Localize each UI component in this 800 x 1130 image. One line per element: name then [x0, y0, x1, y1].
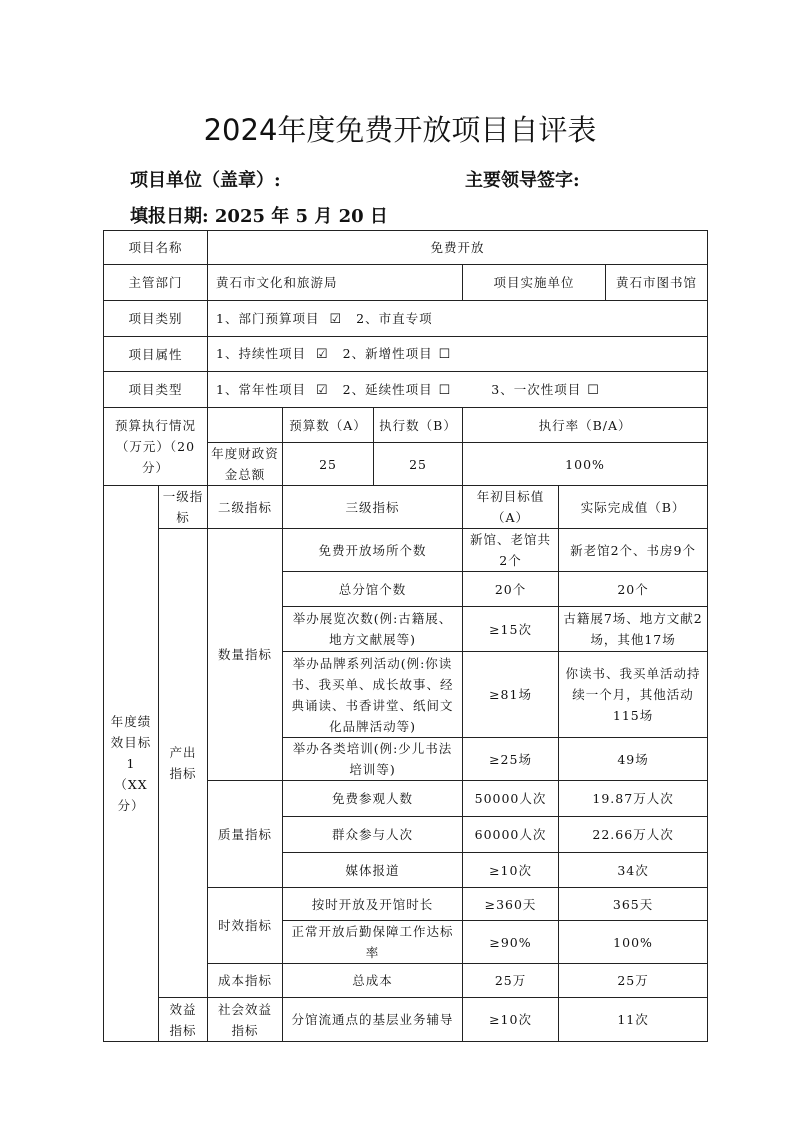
row-label: 年度财政资金总额: [208, 443, 283, 486]
impl-value: 黄石市图书馆: [606, 265, 708, 301]
col-header: 三级指标: [283, 486, 463, 529]
cell-label: 项目实施单位: [463, 265, 606, 301]
level1-benefit: 效益指标: [159, 998, 208, 1042]
indicator-name: 免费开放场所个数: [283, 529, 463, 572]
table-row: [104, 408, 708, 443]
project-name: 免费开放: [208, 231, 708, 265]
budget-b: 25: [374, 443, 463, 486]
target-value: ≥10次: [463, 853, 559, 888]
col-header: 执行率（B/A）: [463, 408, 708, 443]
actual-value: 新老馆2个、书房9个: [559, 529, 708, 572]
category-options: [208, 301, 708, 337]
table-row: [104, 486, 708, 529]
col-header: 执行数（B）: [374, 408, 463, 443]
target-value: 25万: [463, 964, 559, 998]
indicator-name: 群众参与人次: [283, 817, 463, 853]
unit-stamp-label: 项目单位（盖章）:: [130, 170, 281, 191]
option-label: 2、延续性项目: [342, 381, 433, 397]
table-row: [104, 265, 708, 301]
option-label: 1、持续性项目: [216, 346, 306, 361]
target-value: ≥90%: [463, 921, 559, 964]
checkbox-checked-icon[interactable]: ☑: [315, 347, 329, 362]
option-label: 1、常年性项目: [216, 381, 306, 397]
level2-social: 社会效益指标: [208, 998, 283, 1042]
option-label: 2、市直专项: [356, 310, 433, 326]
level1-output: 产出指标: [159, 529, 208, 998]
page-title: 2024年度免费开放项目自评表: [203, 113, 597, 147]
cell-label: 项目属性: [104, 337, 208, 372]
target-value: 新馆、老馆共2个: [463, 529, 559, 572]
cell-label: 项目类型: [104, 372, 208, 408]
empty-cell: [208, 408, 283, 443]
attr-options: [208, 337, 708, 372]
indicator-name: 分馆流通点的基层业务辅导: [283, 998, 463, 1042]
cell-label: 主管部门: [104, 265, 208, 301]
goal-label: 年度绩效目标1（XX分）: [104, 486, 159, 1042]
actual-value: 100%: [559, 921, 708, 964]
actual-value: 11次: [559, 998, 708, 1042]
col-header: 二级指标: [208, 486, 283, 529]
budget-rate: 100%: [463, 443, 708, 486]
indicator-name: 总分馆个数: [283, 572, 463, 607]
col-header: 年初目标值（A）: [463, 486, 559, 529]
indicator-name: 举办展览次数(例:古籍展、地方文献展等): [283, 607, 463, 652]
table-row: [104, 529, 708, 572]
col-header: 预算数（A）: [283, 408, 374, 443]
target-value: ≥81场: [463, 652, 559, 738]
cell-label: 项目名称: [104, 231, 208, 265]
level2-quality: 质量指标: [208, 781, 283, 888]
actual-value: 古籍展7场、地方文献2场，其他17场: [559, 607, 708, 652]
indicator-name: 按时开放及开馆时长: [283, 888, 463, 921]
indicator-name: 媒体报道: [283, 853, 463, 888]
leader-signature-label: 主要领导签字:: [465, 170, 580, 191]
actual-value: 20个: [559, 572, 708, 607]
checkbox-empty-icon[interactable]: ☐: [438, 382, 452, 398]
option-label: 1、部门预算项目: [216, 310, 320, 326]
target-value: 50000人次: [463, 781, 559, 817]
budget-a: 25: [283, 443, 374, 486]
checkbox-checked-icon[interactable]: ☑: [329, 311, 343, 327]
table-row: [104, 231, 708, 265]
target-value: 20个: [463, 572, 559, 607]
table-row: [104, 372, 708, 408]
budget-label: 预算执行情况（万元）（20分）: [104, 408, 208, 486]
table-row: [104, 337, 708, 372]
col-header: 一级指标: [159, 486, 208, 529]
checkbox-checked-icon[interactable]: ☑: [315, 382, 329, 398]
report-date: 填报日期: 2025 年 5 月 20 日: [130, 206, 388, 227]
checkbox-empty-icon[interactable]: ☐: [438, 347, 452, 362]
actual-value: 22.66万人次: [559, 817, 708, 853]
actual-value: 34次: [559, 853, 708, 888]
dept-value: 黄石市文化和旅游局: [208, 265, 463, 301]
indicator-name: 举办各类培训(例:少儿书法培训等): [283, 738, 463, 781]
target-value: ≥15次: [463, 607, 559, 652]
level2-timeliness: 时效指标: [208, 888, 283, 964]
table-row: [104, 301, 708, 337]
cell-label: 项目类别: [104, 301, 208, 337]
checkbox-empty-icon[interactable]: ☐: [587, 382, 600, 398]
option-label: 3、一次性项目: [491, 381, 582, 397]
target-value: ≥360天: [463, 888, 559, 921]
indicator-name: 免费参观人数: [283, 781, 463, 817]
col-header: 实际完成值（B）: [559, 486, 708, 529]
indicator-name: 正常开放后勤保障工作达标率: [283, 921, 463, 964]
actual-value: 19.87万人次: [559, 781, 708, 817]
actual-value: 365天: [559, 888, 708, 921]
level2-cost: 成本指标: [208, 964, 283, 998]
indicator-name: 举办品牌系列活动(例:你读书、我买单、成长故事、经典诵读、书香讲堂、纸间文化品牌活动等): [283, 652, 463, 738]
actual-value: 25万: [559, 964, 708, 998]
indicator-name: 总成本: [283, 964, 463, 998]
target-value: ≥25场: [463, 738, 559, 781]
type-options: [208, 372, 708, 408]
actual-value: 49场: [559, 738, 708, 781]
self-evaluation-table: [103, 230, 708, 1042]
target-value: 60000人次: [463, 817, 559, 853]
actual-value: 你读书、我买单活动持续一个月，其他活动115场: [559, 652, 708, 738]
target-value: ≥10次: [463, 998, 559, 1042]
option-label: 2、新增性项目: [342, 346, 433, 361]
level2-quantity: 数量指标: [208, 529, 283, 781]
table-row: [104, 998, 708, 1042]
